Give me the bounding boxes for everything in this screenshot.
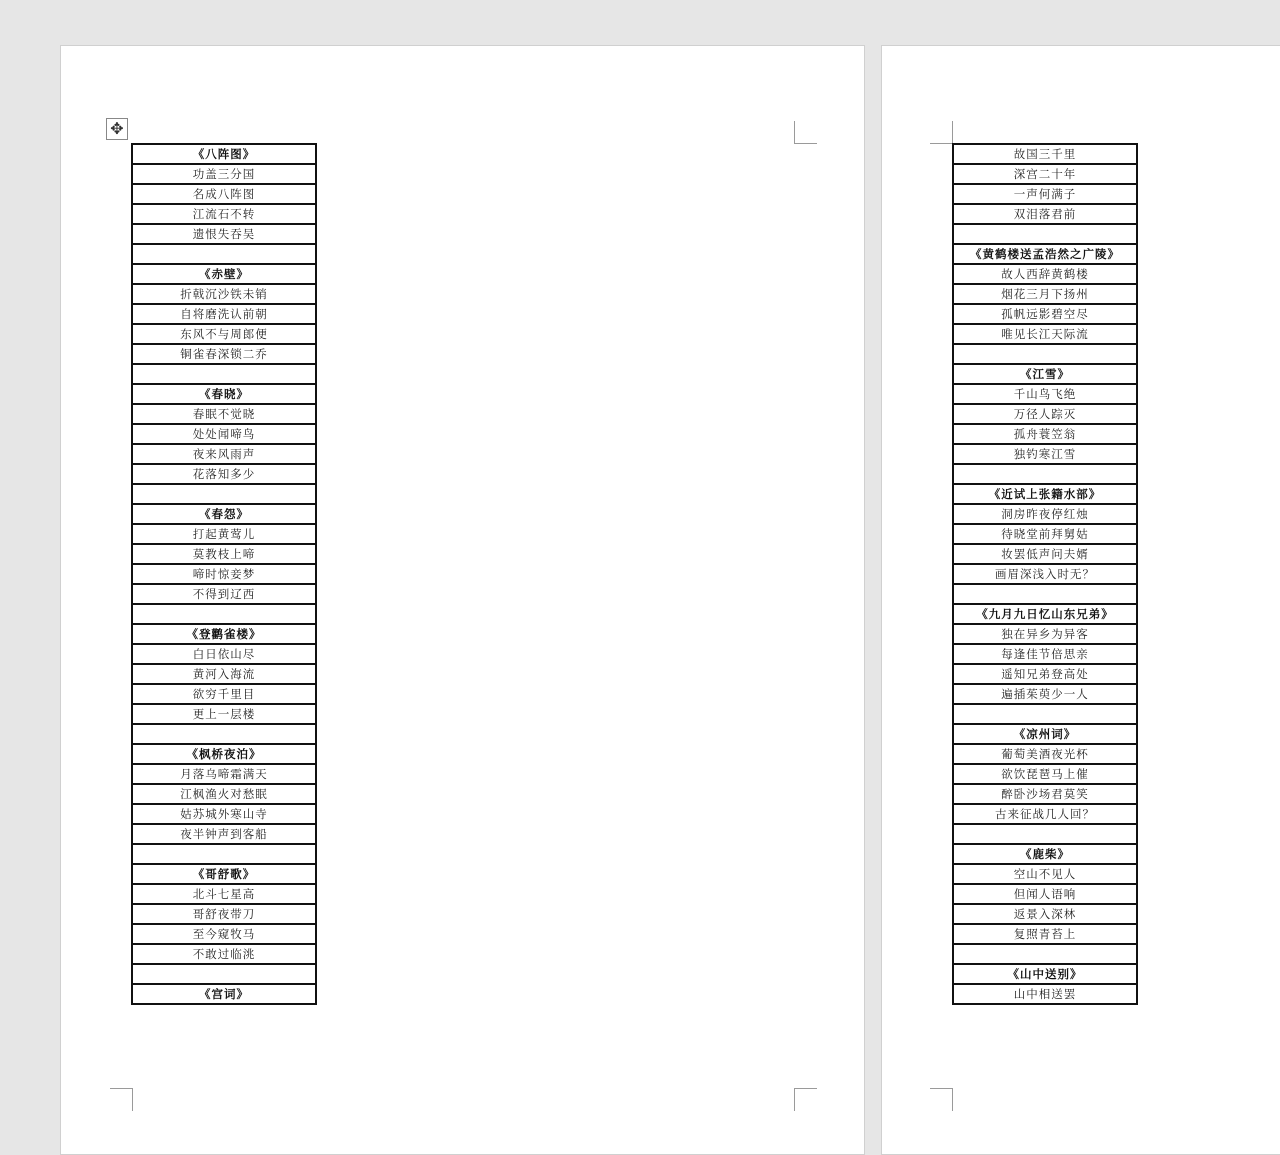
poem-title-row bbox=[132, 384, 316, 404]
poem-line-row bbox=[132, 564, 316, 584]
poem-line-row bbox=[953, 924, 1137, 944]
blank-row bbox=[132, 604, 316, 624]
poem-line-row bbox=[132, 524, 316, 544]
poem-line-row bbox=[132, 464, 316, 484]
poem-line-row bbox=[132, 544, 316, 564]
margin-corner-bottom-right bbox=[794, 1088, 817, 1111]
poem-line-row bbox=[132, 944, 316, 964]
poem-title-row bbox=[953, 364, 1137, 384]
poem-line-cell[interactable]: 千山鸟飞绝 bbox=[953, 384, 1137, 404]
poem-line-cell[interactable]: 空山不见人 bbox=[953, 864, 1137, 884]
poem-line-row bbox=[953, 164, 1137, 184]
poem-line-row bbox=[953, 204, 1137, 224]
poem-line-row bbox=[953, 324, 1137, 344]
poem-line-cell[interactable]: 唯见长江天际流 bbox=[953, 324, 1137, 344]
poem-line-row bbox=[132, 704, 316, 724]
poem-line-cell[interactable]: 东风不与周郎便 bbox=[132, 324, 316, 344]
poem-title-cell[interactable]: 《九月九日忆山东兄弟》 bbox=[953, 604, 1137, 624]
poem-title-row bbox=[132, 984, 316, 1004]
poem-line-cell[interactable]: 江流石不转 bbox=[132, 204, 316, 224]
poem-line-cell[interactable] bbox=[132, 964, 316, 984]
blank-row bbox=[132, 484, 316, 504]
poem-table-left[interactable] bbox=[131, 143, 317, 1005]
poem-line-row bbox=[953, 984, 1137, 1004]
poem-line-row bbox=[132, 344, 316, 364]
poem-title-row bbox=[953, 844, 1137, 864]
poem-line-cell[interactable]: 黄河入海流 bbox=[132, 664, 316, 684]
margin-corner-bottom-left bbox=[110, 1088, 133, 1111]
poem-line-cell[interactable] bbox=[953, 704, 1137, 724]
poem-title-cell[interactable]: 《八阵图》 bbox=[132, 144, 316, 164]
poem-title-row bbox=[132, 264, 316, 284]
poem-line-row bbox=[953, 904, 1137, 924]
blank-row bbox=[132, 964, 316, 984]
poem-line-cell[interactable]: 北斗七星高 bbox=[132, 884, 316, 904]
poem-line-row bbox=[953, 804, 1137, 824]
poem-line-row bbox=[953, 684, 1137, 704]
poem-line-cell[interactable]: 独在异乡为异客 bbox=[953, 624, 1137, 644]
poem-line-cell[interactable]: 白日依山尽 bbox=[132, 644, 316, 664]
poem-line-row bbox=[953, 784, 1137, 804]
margin-corner-top-left bbox=[930, 121, 953, 144]
poem-line-row bbox=[953, 664, 1137, 684]
poem-line-row bbox=[132, 304, 316, 324]
poem-title-row bbox=[953, 244, 1137, 264]
blank-row bbox=[132, 244, 316, 264]
poem-title-row bbox=[132, 744, 316, 764]
poem-title-cell[interactable]: 《赤壁》 bbox=[132, 264, 316, 284]
poem-title-cell[interactable]: 《登鹳雀楼》 bbox=[132, 624, 316, 644]
poem-line-cell[interactable]: 孤舟蓑笠翁 bbox=[953, 424, 1137, 444]
poem-line-cell[interactable]: 哥舒夜带刀 bbox=[132, 904, 316, 924]
poem-line-row bbox=[132, 404, 316, 424]
poem-line-row bbox=[132, 904, 316, 924]
poem-table-right[interactable] bbox=[952, 143, 1138, 1005]
poem-line-row bbox=[953, 764, 1137, 784]
poem-line-cell[interactable]: 月落乌啼霜满天 bbox=[132, 764, 316, 784]
poem-line-cell[interactable]: 画眉深浅入时无？ bbox=[953, 564, 1137, 584]
poem-line-cell[interactable]: 葡萄美酒夜光杯 bbox=[953, 744, 1137, 764]
blank-row bbox=[953, 824, 1137, 844]
poem-line-cell[interactable]: 折戟沉沙铁未销 bbox=[132, 284, 316, 304]
poem-line-row bbox=[132, 164, 316, 184]
blank-row bbox=[132, 724, 316, 744]
poem-line-row bbox=[953, 884, 1137, 904]
poem-line-cell[interactable]: 故人西辞黄鹤楼 bbox=[953, 264, 1137, 284]
poem-title-cell[interactable]: 《宫词》 bbox=[132, 984, 316, 1004]
poem-line-row bbox=[953, 524, 1137, 544]
poem-title-row bbox=[953, 964, 1137, 984]
poem-line-row bbox=[132, 424, 316, 444]
poem-line-cell[interactable]: 古来征战几人回？ bbox=[953, 804, 1137, 824]
poem-line-row bbox=[132, 184, 316, 204]
poem-line-row bbox=[953, 144, 1137, 164]
poem-title-cell[interactable]: 《春晓》 bbox=[132, 384, 316, 404]
poem-line-row bbox=[953, 444, 1137, 464]
poem-line-cell[interactable]: 醉卧沙场君莫笑 bbox=[953, 784, 1137, 804]
poem-line-row bbox=[953, 424, 1137, 444]
document-page-left bbox=[60, 45, 865, 1155]
poem-line-cell[interactable]: 处处闻啼鸟 bbox=[132, 424, 316, 444]
poem-title-row bbox=[132, 624, 316, 644]
margin-corner-top-right bbox=[794, 121, 817, 144]
blank-row bbox=[953, 464, 1137, 484]
blank-row bbox=[953, 584, 1137, 604]
poem-line-cell[interactable] bbox=[953, 224, 1137, 244]
poem-line-cell[interactable]: 深宫二十年 bbox=[953, 164, 1137, 184]
poem-line-cell[interactable] bbox=[132, 604, 316, 624]
poem-title-cell[interactable]: 《春怨》 bbox=[132, 504, 316, 524]
poem-line-row bbox=[132, 644, 316, 664]
poem-line-cell[interactable]: 姑苏城外寒山寺 bbox=[132, 804, 316, 824]
poem-line-row bbox=[132, 444, 316, 464]
poem-line-row bbox=[953, 624, 1137, 644]
poem-line-cell[interactable]: 孤帆远影碧空尽 bbox=[953, 304, 1137, 324]
poem-line-row bbox=[132, 284, 316, 304]
poem-line-row bbox=[953, 644, 1137, 664]
poem-line-cell[interactable]: 打起黄莺儿 bbox=[132, 524, 316, 544]
poem-line-cell[interactable]: 故国三千里 bbox=[953, 144, 1137, 164]
poem-line-row bbox=[132, 684, 316, 704]
margin-corner-bottom-left bbox=[930, 1088, 953, 1111]
poem-line-row bbox=[953, 864, 1137, 884]
poem-title-row bbox=[953, 724, 1137, 744]
poem-line-cell[interactable]: 江枫渔火对愁眠 bbox=[132, 784, 316, 804]
poem-line-cell[interactable]: 一声何满子 bbox=[953, 184, 1137, 204]
poem-line-cell[interactable]: 双泪落君前 bbox=[953, 204, 1137, 224]
poem-line-row bbox=[132, 804, 316, 824]
poem-line-cell[interactable]: 欲饮琵琶马上催 bbox=[953, 764, 1137, 784]
poem-title-row bbox=[132, 144, 316, 164]
poem-title-row bbox=[132, 864, 316, 884]
poem-line-cell[interactable]: 返景入深林 bbox=[953, 904, 1137, 924]
blank-row bbox=[953, 344, 1137, 364]
poem-line-cell[interactable]: 烟花三月下扬州 bbox=[953, 284, 1137, 304]
poem-line-cell[interactable]: 不敢过临洮 bbox=[132, 944, 316, 964]
poem-line-cell[interactable]: 但闻人语响 bbox=[953, 884, 1137, 904]
poem-line-cell[interactable]: 独钓寒江雪 bbox=[953, 444, 1137, 464]
poem-line-row bbox=[132, 204, 316, 224]
poem-line-row bbox=[953, 504, 1137, 524]
poem-line-cell[interactable]: 不得到辽西 bbox=[132, 584, 316, 604]
poem-line-cell[interactable]: 洞房昨夜停红烛 bbox=[953, 504, 1137, 524]
poem-line-row bbox=[953, 564, 1137, 584]
poem-line-cell[interactable]: 万径人踪灭 bbox=[953, 404, 1137, 424]
poem-title-row bbox=[132, 504, 316, 524]
poem-line-cell[interactable]: 欲穷千里目 bbox=[132, 684, 316, 704]
poem-line-row bbox=[953, 384, 1137, 404]
poem-line-row bbox=[953, 304, 1137, 324]
blank-row bbox=[132, 844, 316, 864]
poem-line-cell[interactable]: 至今窥牧马 bbox=[132, 924, 316, 944]
poem-line-row bbox=[132, 664, 316, 684]
poem-line-cell[interactable]: 名成八阵图 bbox=[132, 184, 316, 204]
poem-line-cell[interactable] bbox=[132, 364, 316, 384]
poem-line-cell[interactable] bbox=[953, 824, 1137, 844]
poem-line-row bbox=[132, 584, 316, 604]
poem-title-cell[interactable]: 《鹿柴》 bbox=[953, 844, 1137, 864]
poem-line-cell[interactable] bbox=[132, 724, 316, 744]
poem-line-cell[interactable]: 待晓堂前拜舅姑 bbox=[953, 524, 1137, 544]
poem-line-cell[interactable] bbox=[132, 844, 316, 864]
poem-line-cell[interactable]: 莫教枝上啼 bbox=[132, 544, 316, 564]
poem-line-cell[interactable]: 遥知兄弟登高处 bbox=[953, 664, 1137, 684]
poem-line-row bbox=[132, 764, 316, 784]
poem-line-row bbox=[132, 784, 316, 804]
poem-title-row bbox=[953, 604, 1137, 624]
poem-title-cell[interactable]: 《凉州词》 bbox=[953, 724, 1137, 744]
poem-line-row bbox=[132, 884, 316, 904]
poem-title-cell[interactable]: 《枫桥夜泊》 bbox=[132, 744, 316, 764]
poem-title-cell[interactable]: 《近试上张籍水部》 bbox=[953, 484, 1137, 504]
poem-title-cell[interactable]: 《山中送别》 bbox=[953, 964, 1137, 984]
poem-line-cell[interactable]: 遍插茱萸少一人 bbox=[953, 684, 1137, 704]
blank-row bbox=[953, 944, 1137, 964]
poem-line-cell[interactable]: 自将磨洗认前朝 bbox=[132, 304, 316, 324]
poem-line-cell[interactable]: 复照青苔上 bbox=[953, 924, 1137, 944]
poem-line-row bbox=[953, 744, 1137, 764]
poem-line-cell[interactable] bbox=[953, 944, 1137, 964]
poem-title-row bbox=[953, 484, 1137, 504]
poem-line-cell[interactable] bbox=[132, 244, 316, 264]
poem-title-cell[interactable]: 《江雪》 bbox=[953, 364, 1137, 384]
poem-line-row bbox=[953, 404, 1137, 424]
poem-line-row bbox=[953, 184, 1137, 204]
poem-line-row bbox=[953, 544, 1137, 564]
poem-line-cell[interactable]: 更上一层楼 bbox=[132, 704, 316, 724]
table-move-handle-icon[interactable]: ✥ bbox=[106, 118, 128, 140]
document-page-right bbox=[881, 45, 1280, 1155]
poem-line-cell[interactable]: 铜雀春深锁二乔 bbox=[132, 344, 316, 364]
poem-line-cell[interactable]: 夜半钟声到客船 bbox=[132, 824, 316, 844]
blank-row bbox=[132, 364, 316, 384]
blank-row bbox=[953, 704, 1137, 724]
poem-line-row bbox=[132, 924, 316, 944]
poem-line-cell[interactable]: 遗恨失吞吴 bbox=[132, 224, 316, 244]
poem-line-cell[interactable] bbox=[953, 584, 1137, 604]
poem-line-cell[interactable]: 山中相送罢 bbox=[953, 984, 1137, 1004]
poem-line-cell[interactable] bbox=[953, 344, 1137, 364]
poem-line-row bbox=[953, 264, 1137, 284]
blank-row bbox=[953, 224, 1137, 244]
poem-line-cell[interactable]: 春眠不觉晓 bbox=[132, 404, 316, 424]
poem-line-cell[interactable]: 花落知多少 bbox=[132, 464, 316, 484]
poem-line-cell[interactable]: 夜来风雨声 bbox=[132, 444, 316, 464]
poem-line-row bbox=[953, 284, 1137, 304]
poem-line-cell[interactable]: 每逢佳节倍思亲 bbox=[953, 644, 1137, 664]
poem-line-cell[interactable]: 啼时惊妾梦 bbox=[132, 564, 316, 584]
poem-line-cell[interactable] bbox=[132, 484, 316, 504]
poem-title-cell[interactable]: 《黄鹤楼送孟浩然之广陵》 bbox=[953, 244, 1137, 264]
poem-line-row bbox=[132, 324, 316, 344]
poem-line-cell[interactable] bbox=[953, 464, 1137, 484]
poem-line-cell[interactable]: 功盖三分国 bbox=[132, 164, 316, 184]
poem-title-cell[interactable]: 《哥舒歌》 bbox=[132, 864, 316, 884]
poem-line-row bbox=[132, 824, 316, 844]
poem-line-cell[interactable]: 妆罢低声问夫婿 bbox=[953, 544, 1137, 564]
poem-line-row bbox=[132, 224, 316, 244]
